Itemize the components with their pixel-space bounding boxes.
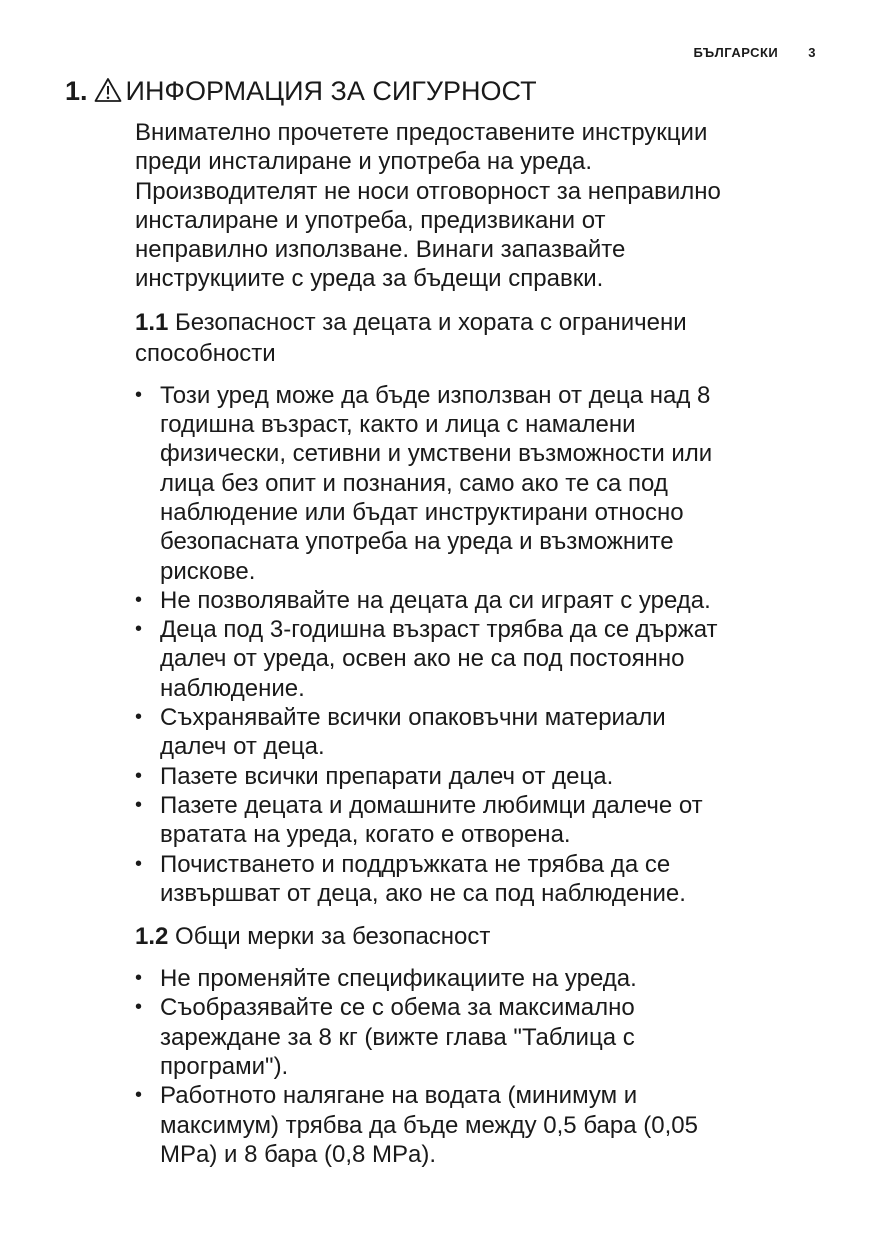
section-number: 1. bbox=[65, 76, 88, 106]
subsection-1-bullet-item-line: лица без опит и познания, само ако те са под bbox=[160, 469, 668, 497]
subsection-1-title-line: способности bbox=[135, 339, 276, 367]
subsection-2-bullet-item bbox=[135, 964, 835, 993]
bullet-icon: • bbox=[135, 967, 143, 990]
subsection-1-bullet-item bbox=[135, 762, 835, 791]
subsection-1-title bbox=[135, 309, 687, 367]
subsection-1-bullet-item-line: Деца под 3-годишна възраст трябва да се държат bbox=[160, 616, 718, 644]
subsection-1-bullet-item-line: Пазете децата и домашните любимци далече от bbox=[160, 791, 703, 819]
intro-line: инструкциите с уреда за бъдещи справки. bbox=[135, 265, 604, 293]
subsection-2-bullet-item-line: Работното налягане на водата (минимум и bbox=[160, 1082, 638, 1110]
subsection-2-title: Общи мерки за безопасност bbox=[175, 923, 491, 951]
subsection-2-bullet-item-line: зареждане за 8 кг (вижте глава "Таблица с bbox=[160, 1023, 635, 1051]
subsection-2-number: 1.2 bbox=[135, 923, 169, 951]
subsection-1-bullet-item-line: вратата на уреда, когато е отворена. bbox=[160, 821, 571, 849]
subsection-1-bullet-item-line: далеч от уреда, освен ако не са под постоянно bbox=[160, 645, 685, 673]
subsection-2-bullet-item bbox=[135, 993, 835, 1081]
subsection-1-bullet-item-line: далеч от деца. bbox=[160, 733, 325, 761]
subsection-1-bullet-item bbox=[135, 703, 835, 762]
subsection-1-bullet-item bbox=[135, 586, 835, 615]
subsection-1-bullet-item-line: наблюдение или бъдат инструктирани относно bbox=[160, 498, 684, 526]
subsection-1-bullet-item bbox=[135, 791, 835, 850]
bullet-icon: • bbox=[135, 588, 143, 611]
subsection-2-bullet-item-line: Не променяйте спецификациите на уреда. bbox=[160, 965, 637, 993]
page-content bbox=[135, 118, 835, 1169]
subsection-1-bullet-item-line: Почистването и поддръжката не трябва да се bbox=[160, 850, 671, 878]
section-title-text: ИНФОРМАЦИЯ ЗА СИГУРНОСТ bbox=[125, 76, 537, 106]
intro-line: инсталиране и употреба, предизвикани от bbox=[135, 206, 606, 234]
intro-line: неправилно използване. Винаги запазвайте bbox=[135, 236, 626, 264]
bullet-icon: • bbox=[135, 852, 143, 875]
bullet-icon: • bbox=[135, 706, 143, 729]
bullet-icon: • bbox=[135, 764, 143, 787]
subsection-1-bullet-item-line: Този уред може да бъде използван от деца над 8 bbox=[160, 381, 711, 409]
header-language: БЪЛГАРСКИ bbox=[693, 45, 779, 60]
page-number: 3 bbox=[808, 45, 816, 60]
bullet-icon: • bbox=[135, 1084, 143, 1107]
subsection-1-heading bbox=[135, 307, 835, 369]
subsection-1-bullet-item bbox=[135, 850, 835, 909]
bullet-icon: • bbox=[135, 996, 143, 1019]
bullet-icon: • bbox=[135, 618, 143, 641]
subsection-1-bullet-item-line: наблюдение. bbox=[160, 674, 305, 702]
subsection-1-bullet-item-line: безопасната употреба на уреда и възможните bbox=[160, 528, 674, 556]
intro-line: преди инсталиране и употреба на уреда. bbox=[135, 148, 593, 176]
section-title bbox=[65, 74, 537, 108]
subsection-2-bullet-item-line: програми"). bbox=[160, 1053, 289, 1081]
subsection-1-number: 1.1 bbox=[135, 308, 169, 336]
subsection-2-bullet-item-line: максимум) трябва да бъде между 0,5 бара (0,05 bbox=[160, 1111, 698, 1139]
subsection-1-bullet-item-line: Съхранявайте всички опаковъчни материали bbox=[160, 704, 666, 732]
bullet-icon: • bbox=[135, 793, 143, 816]
subsection-1-bullet-list bbox=[135, 381, 835, 908]
intro-paragraph bbox=[135, 118, 835, 294]
subsection-2-bullet-item-line: MPa) и 8 бара (0,8 MPa). bbox=[160, 1140, 437, 1168]
subsection-1-bullet-item-line: Не позволявайте на децата да си играят с уреда. bbox=[160, 586, 711, 614]
subsection-1-title-line: Безопасност за децата и хората с ограничени bbox=[175, 308, 687, 336]
subsection-1-bullet-item-line: годишна възраст, както и лица с намалени bbox=[160, 411, 636, 439]
subsection-2-bullet-list bbox=[135, 964, 835, 1169]
page-header bbox=[694, 45, 816, 60]
subsection-2-bullet-item bbox=[135, 1081, 835, 1169]
warning-triangle-icon bbox=[94, 77, 122, 103]
intro-line: Производителят не носи отговорност за неправилно bbox=[135, 177, 721, 205]
subsection-2-bullet-item-line: Съобразявайте се с обема за максимално bbox=[160, 994, 635, 1022]
subsection-1-bullet-item-line: извършват от деца, ако не са под наблюдение. bbox=[160, 879, 686, 907]
bullet-icon: • bbox=[135, 383, 143, 406]
subsection-2-heading bbox=[135, 921, 835, 952]
subsection-1-bullet-item-line: рискове. bbox=[160, 557, 256, 585]
intro-line: Внимателно прочетете предоставените инструкции bbox=[135, 119, 708, 146]
subsection-1-bullet-item-line: физически, сетивни и умствени възможности или bbox=[160, 440, 713, 468]
subsection-1-bullet-item bbox=[135, 381, 835, 586]
subsection-1-bullet-item-line: Пазете всички препарати далеч от деца. bbox=[160, 762, 614, 790]
subsection-1-bullet-item bbox=[135, 615, 835, 703]
